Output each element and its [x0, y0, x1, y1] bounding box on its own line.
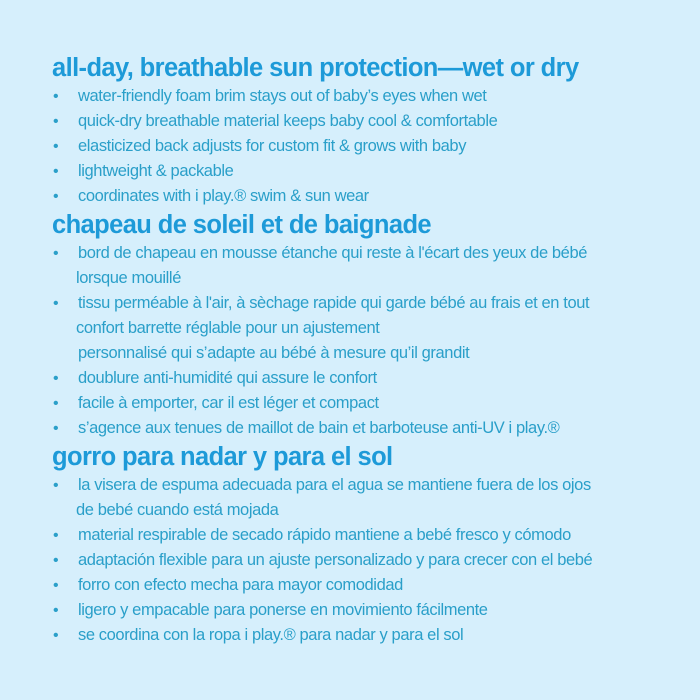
feature-list-spanish: [52, 473, 692, 648]
list-item: [52, 573, 692, 598]
list-item-text: • material respirable de secado rápido mantiene a bebé fresco y cómodo: [78, 526, 571, 544]
list-item-text: • facile à emporter, car il est léger et compact: [78, 394, 379, 412]
list-item: [52, 623, 692, 648]
section-heading-english: all-day, breathable sun protection—wet or dry: [52, 54, 579, 82]
list-item: [52, 366, 692, 391]
feature-list-english: [52, 84, 692, 209]
list-item-text: • adaptación flexible para un ajuste personalizado y para crecer con el bebé: [78, 551, 593, 569]
list-item: [52, 523, 692, 548]
list-item-text: • quick-dry breathable material keeps baby cool & comfortable: [78, 112, 498, 130]
list-item: [52, 291, 692, 366]
list-item-text-continued: lorsque mouillé: [76, 269, 181, 287]
list-item: [52, 598, 692, 623]
section-heading-french: chapeau de soleil et de baignade: [52, 211, 432, 239]
list-item-text: • la visera de espuma adecuada para el agua se mantiene fuera de los ojos: [78, 476, 591, 494]
section-english: [52, 52, 692, 209]
section-heading-spanish: gorro para nadar y para el sol: [52, 443, 393, 471]
list-item-text: • s’agence aux tenues de maillot de bain et barboteuse anti-UV i play.®: [78, 419, 560, 437]
list-item: [52, 416, 692, 441]
list-item: [52, 134, 692, 159]
list-item: [52, 548, 692, 573]
feature-list-french: [52, 241, 692, 441]
list-item: [52, 109, 692, 134]
list-item-text-continued: de bebé cuando está mojada: [76, 501, 279, 519]
list-item-text-continued: personnalisé qui s’adapte au bébé à mesure qu’il grandit: [78, 344, 470, 362]
list-item: [52, 84, 692, 109]
list-item-text: • elasticized back adjusts for custom fit & grows with baby: [78, 137, 467, 155]
list-item: [52, 159, 692, 184]
list-item-text: • tissu perméable à l'air, à sèchage rapide qui garde bébé au frais et en tout: [78, 294, 590, 312]
list-item-text: • ligero y empacable para ponerse en movimiento fácilmente: [78, 601, 488, 619]
list-item: [52, 184, 692, 209]
list-item: [52, 473, 692, 523]
list-item: [52, 391, 692, 416]
list-item-text: • coordinates with i play.® swim & sun wear: [78, 187, 369, 205]
product-features-panel: [52, 52, 692, 648]
list-item-text: • forro con efecto mecha para mayor comodidad: [78, 576, 403, 594]
section-french: [52, 209, 692, 441]
list-item-text-continued: confort barrette réglable pour un ajustement: [76, 319, 380, 337]
section-spanish: [52, 441, 692, 648]
list-item-text: • water-friendly foam brim stays out of baby’s eyes when wet: [78, 87, 487, 105]
list-item: [52, 241, 692, 291]
list-item-text: • doublure anti-humidité qui assure le confort: [78, 369, 377, 387]
list-item-text: • lightweight & packable: [78, 162, 234, 180]
list-item-text: • bord de chapeau en mousse étanche qui reste à l'écart des yeux de bébé: [78, 244, 588, 262]
list-item-text: • se coordina con la ropa i play.® para nadar y para el sol: [78, 626, 464, 644]
